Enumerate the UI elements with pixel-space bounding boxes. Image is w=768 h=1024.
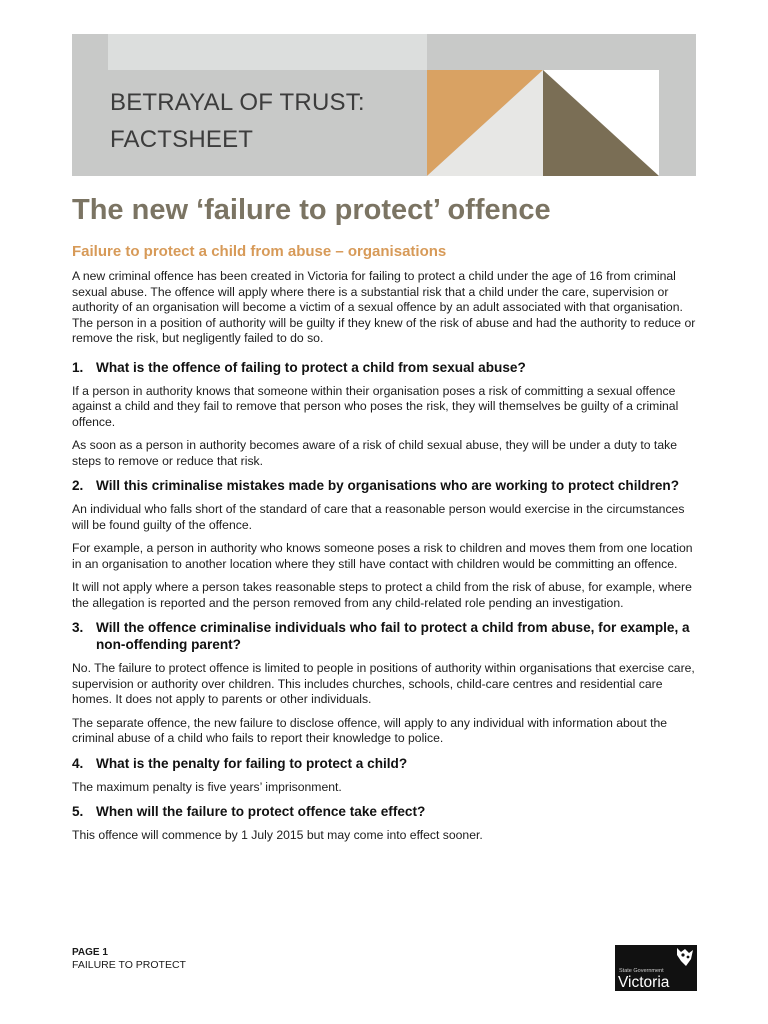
section-4-number: 4.	[72, 755, 84, 771]
section-3-question-text: Will the offence criminalise individuals who fail to protect a child from abuse, for example, a non-offending parent?	[96, 620, 690, 652]
section-2-paragraph: For example, a person in authority who knows someone poses a risk to children and moves them from one location in an organisation to another location where they still have contact with children would be committing an offence.	[72, 541, 693, 571]
section-4-question-text: What is the penalty for failing to protect a child?	[96, 755, 408, 771]
page-subtitle: Failure to protect a child from abuse – organisations	[72, 243, 447, 260]
section-1-paragraph: If a person in authority knows that someone within their organisation poses a risk of committing a sexual offence against a child and they fail to remove that person who poses the risk, they will themselves be guilty of a criminal offence.	[72, 383, 679, 429]
intro-paragraph: A new criminal offence has been created in Victoria for failing to protect a child under the age of 16 from criminal sexual abuse. The offence will apply where there is a substantial risk that a child under the care, supervision or authority of an organisation will become a victim of a sexual offence by an adult associated with that organisation. The person in a position of authority will be guilty if they knew of the risk of abuse and had the authority to reduce or remove the risk, but negligently failed to do so.	[72, 269, 696, 345]
section-3-question	[72, 619, 696, 653]
section-5-paragraph: This offence will commence by 1 July 2015 but may come into effect sooner.	[72, 828, 483, 842]
section-2-paragraph: It will not apply where a person takes reasonable steps to protect a child from the risk of abuse, for example, where the allegation is reported and the person removed from any child-related role pending an investigation.	[72, 580, 692, 610]
banner-triangles-graphic	[427, 70, 659, 176]
section-2-question-text: Will this criminalise mistakes made by organisations who are working to protect children?	[96, 478, 680, 493]
section-5-question	[72, 803, 696, 820]
factsheet-title	[110, 84, 365, 158]
section-2-question	[72, 477, 696, 494]
section-2-paragraph: An individual who falls short of the standard of care that a reasonable person would exercise in the circumstances will be found guilty of the offence.	[72, 502, 685, 532]
section-2-number: 2.	[72, 478, 84, 493]
section-1-question-text: What is the offence of failing to protect a child from sexual abuse?	[96, 359, 526, 375]
header-banner	[72, 34, 696, 176]
section-1-paragraph: As soon as a person in authority becomes aware of a risk of child sexual abuse, they will be under a duty to take steps to remove or reduce that risk.	[72, 438, 677, 468]
factsheet-title-line1: BETRAYAL OF TRUST:	[110, 89, 365, 116]
section-1-number: 1.	[72, 359, 84, 375]
footer-document-name: FAILURE TO PROTECT	[72, 959, 186, 971]
factsheet-body	[72, 269, 696, 852]
section-5-question-text: When will the failure to protect offence take effect?	[96, 804, 426, 819]
logo-small-text: State Government	[619, 968, 664, 974]
section-3-paragraph: No. The failure to protect offence is limited to people in positions of authority within organisations that exercise care, supervision or authority over children. This includes churches, schools, child-care centres and residential care homes. It does not apply to parents or other individuals.	[72, 661, 695, 706]
section-3-paragraph: The separate offence, the new failure to disclose offence, will apply to any individual with information about the criminal abuse of a child who fails to report their knowledge to police.	[72, 715, 668, 745]
section-1-question	[72, 359, 696, 376]
victoria-government-logo	[615, 945, 697, 991]
section-4-question	[72, 755, 696, 772]
section-4-paragraph: The maximum penalty is five years’ imprisonment.	[72, 779, 342, 794]
section-5-number: 5.	[72, 804, 84, 819]
page-title: The new ‘failure to protect’ offence	[72, 194, 551, 226]
factsheet-title-line2: FACTSHEET	[110, 126, 254, 153]
banner-light-strip	[108, 34, 427, 70]
logo-victoria-text: Victoria	[618, 974, 670, 991]
section-3-number: 3.	[72, 620, 84, 635]
footer-page-number: PAGE 1	[72, 947, 108, 958]
